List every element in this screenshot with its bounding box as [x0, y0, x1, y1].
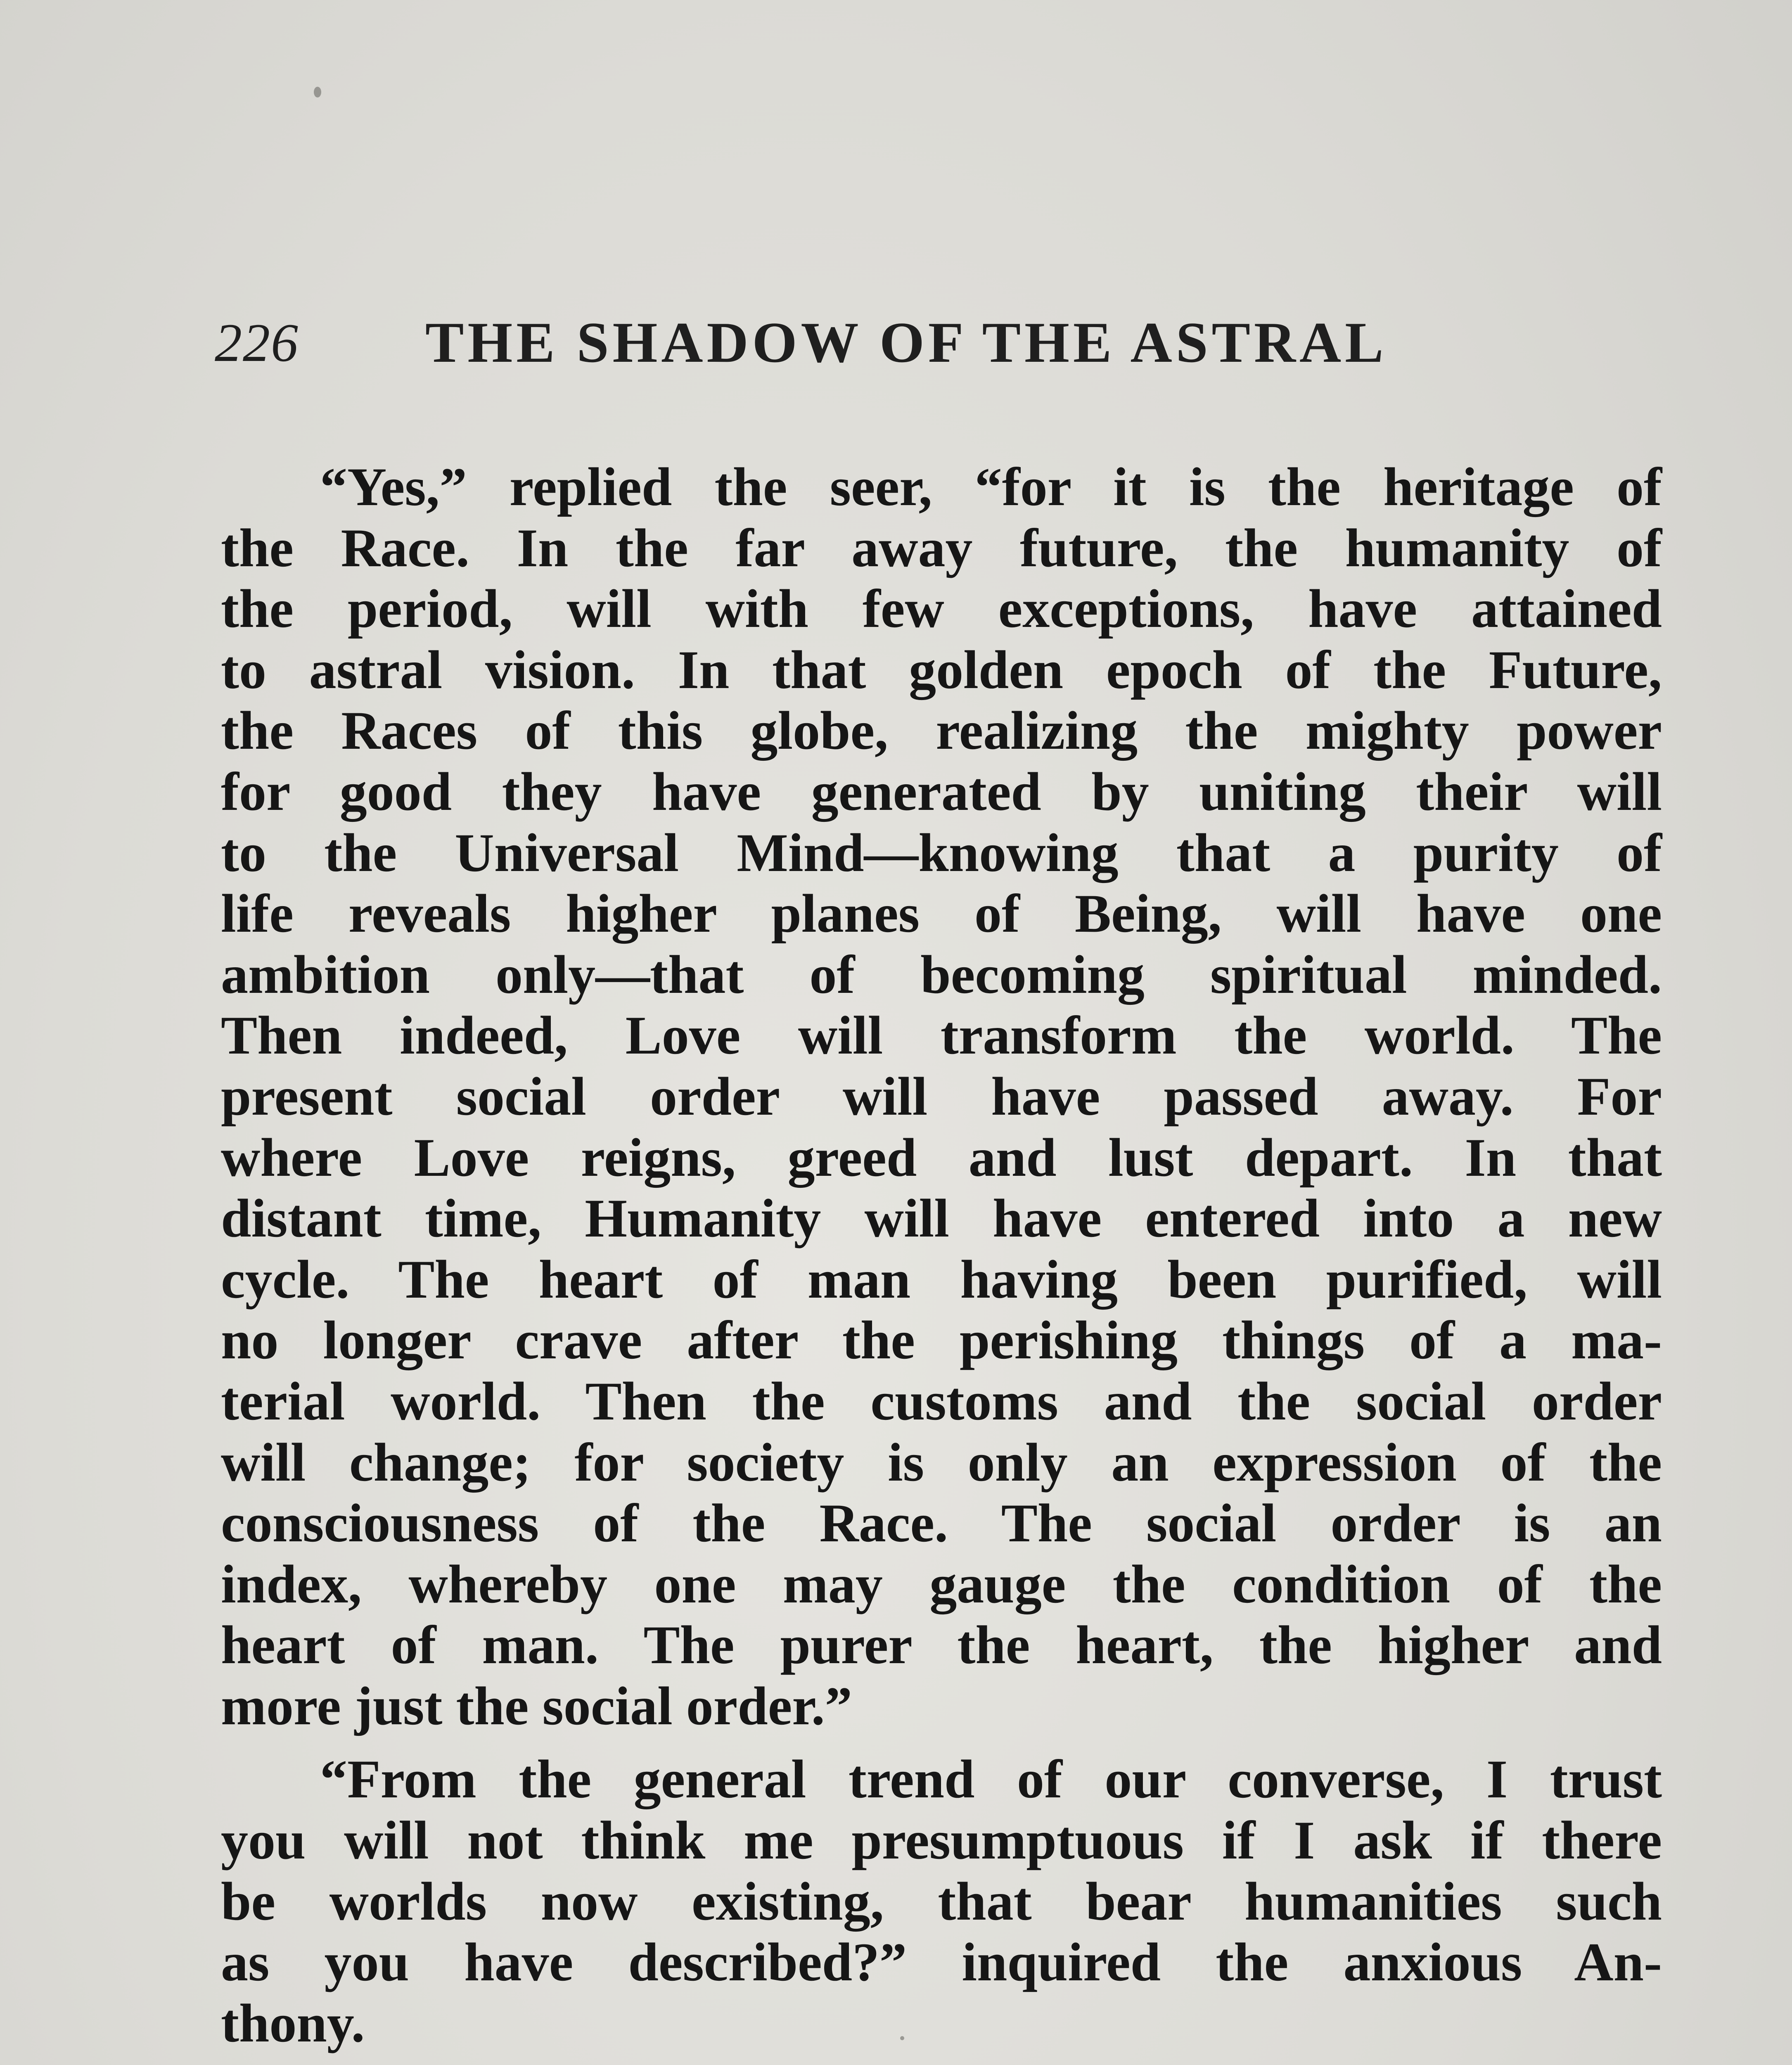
text-line: be worlds now existing, that bear humanities such: [221, 1870, 1662, 1932]
text-line: Then indeed, Love will transform the world. The: [221, 1005, 1662, 1066]
text-line: index, whereby one may gauge the condition of the: [221, 1553, 1662, 1614]
text-line: life reveals higher planes of Being, will have one: [221, 883, 1662, 944]
text-line: you will not think me presumptuous if I ask if there: [221, 1810, 1662, 1871]
text-line: cycle. The heart of man having been purified, will: [221, 1248, 1662, 1310]
running-title: THE SHADOW OF THE ASTRAL: [425, 311, 1387, 375]
text-line: the period, will with few exceptions, have attained: [221, 578, 1662, 639]
text-line: ambition only—that of becoming spiritual minded.: [221, 944, 1662, 1005]
text-line: the Race. In the far away future, the humanity of: [221, 517, 1662, 578]
text-line: terial world. Then the customs and the social order: [221, 1370, 1662, 1431]
text-line: where Love reigns, greed and lust depart. In that: [221, 1127, 1662, 1188]
text-line: “Yes,” replied the seer, “for it is the heritage of: [320, 456, 1662, 517]
page-number: 226: [215, 312, 299, 373]
text-line: to astral vision. In that golden epoch of the Future,: [221, 639, 1662, 700]
text-line: thony.: [221, 1992, 365, 2053]
text-line: no longer crave after the perishing things of a ma-: [221, 1310, 1662, 1371]
text-line: present social order will have passed away. For: [221, 1066, 1662, 1127]
text-line: heart of man. The purer the heart, the higher and: [221, 1614, 1662, 1676]
text-line: the Races of this globe, realizing the mighty power: [221, 700, 1662, 761]
text-line: to the Universal Mind—knowing that a purity of: [221, 822, 1662, 883]
body-text: [221, 456, 1662, 2065]
text-line: “From the general trend of our converse, I trust: [320, 1749, 1662, 1810]
text-line: more just the social order.”: [221, 1675, 852, 1736]
paper-speck: [314, 87, 321, 97]
text-line: consciousness of the Race. The social order is an: [221, 1493, 1662, 1554]
text-line: distant time, Humanity will have entered into a new: [221, 1188, 1662, 1249]
text-line: will change; for society is only an expression of the: [221, 1431, 1662, 1493]
text-line: for good they have generated by uniting their will: [221, 761, 1662, 822]
paragraph: [221, 456, 1662, 1736]
paragraph: [221, 1749, 1662, 2053]
text-line: as you have described?” inquired the anxious An-: [221, 1932, 1662, 1993]
page-header: [206, 306, 1693, 388]
